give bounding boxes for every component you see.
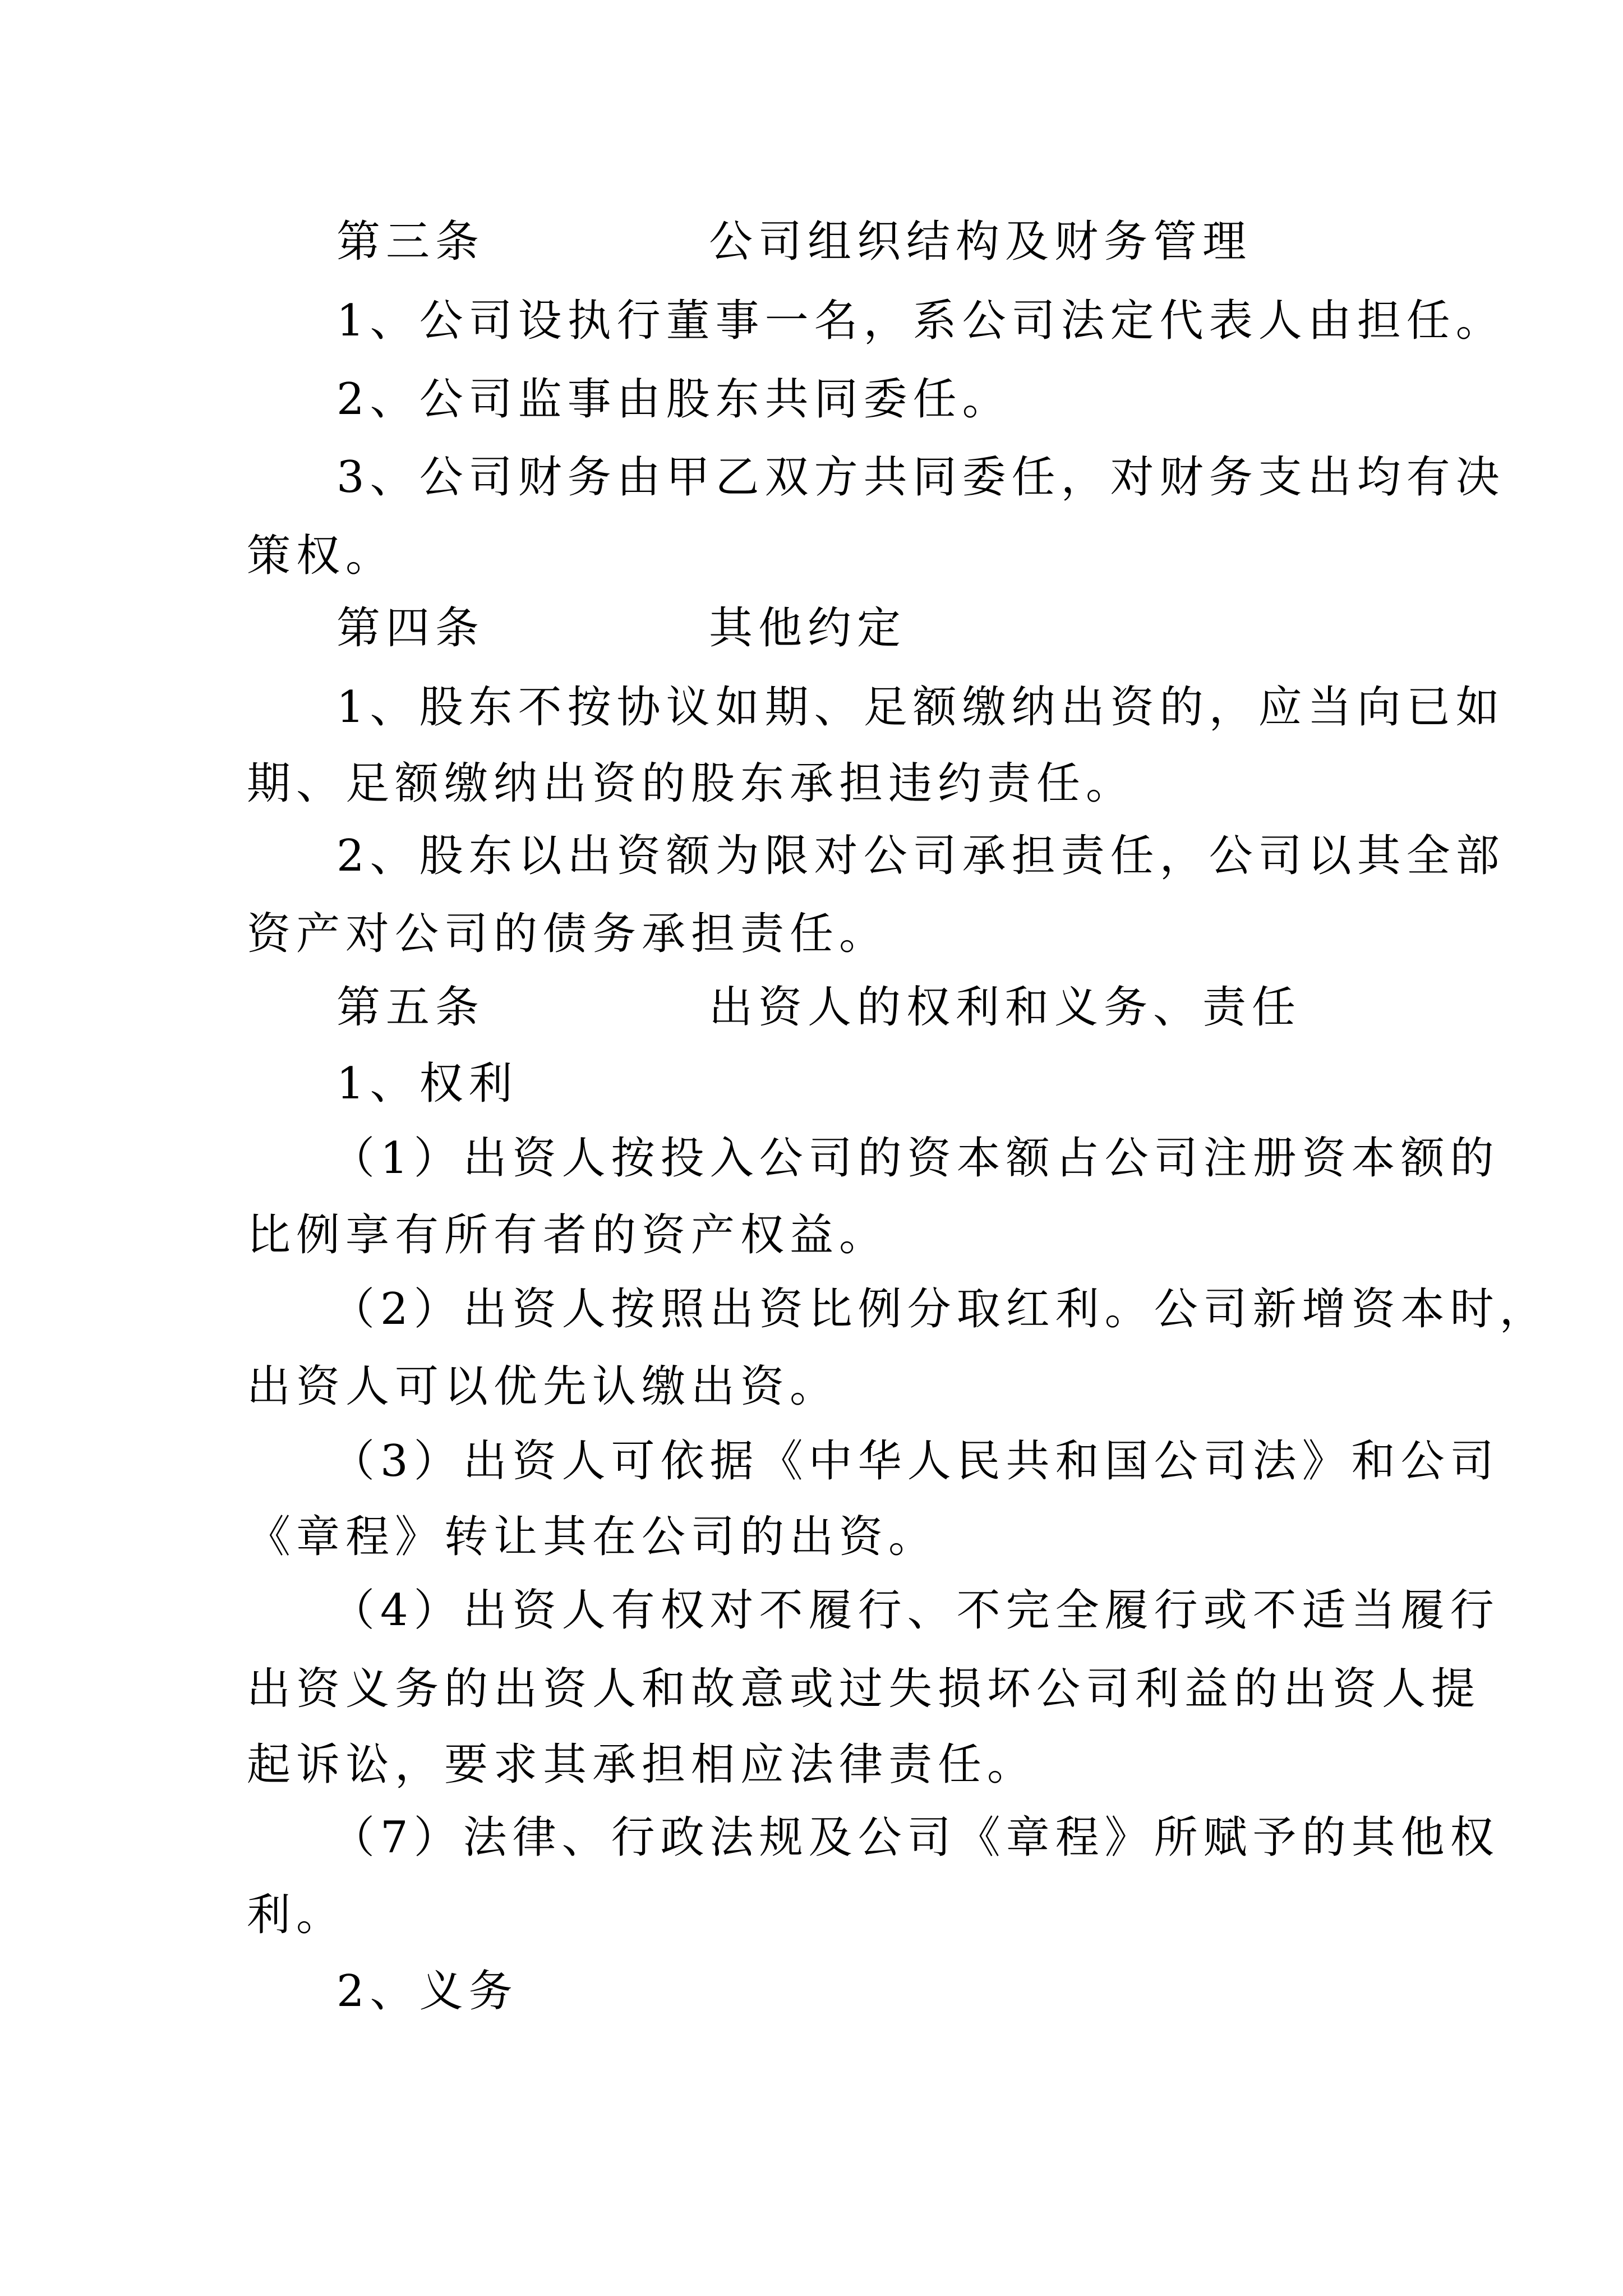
article4-heading-number: 第四条 <box>336 603 485 654</box>
rights-heading: 1、权利 <box>336 1059 518 1109</box>
article4-heading <box>336 603 907 654</box>
article3-paragraph-1: 1、公司设执行董事一名，系公司法定代表人由担任。 <box>336 296 1505 346</box>
right-2-line-2: 出资人可以优先认缴出资。 <box>247 1361 840 1412</box>
article3-paragraph-2: 2、公司监事由股东共同委任。 <box>336 374 1012 425</box>
article4-paragraph-2-line-2: 资产对公司的债务承担责任。 <box>247 909 889 959</box>
right-4-line-3: 起诉讼，要求其承担相应法律责任。 <box>247 1740 1037 1790</box>
right-3-line-2: 《章程》转让其在公司的出资。 <box>247 1512 938 1562</box>
article3-heading-title: 公司组织结构及财务管理 <box>709 217 1252 267</box>
right-7-line-2: 利。 <box>247 1890 346 1940</box>
right-1-line-2: 比例享有所有者的资产权益。 <box>247 1210 889 1260</box>
article4-paragraph-2-line-1: 2、股东以出资额为限对公司承担责任，公司以其全部 <box>336 831 1505 881</box>
right-4-line-1: （4）出资人有权对不履行、不完全履行或不适当履行 <box>331 1585 1500 1636</box>
right-2-line-1: （2）出资人按照出资比例分取红利。公司新增资本时， <box>331 1284 1549 1335</box>
article3-paragraph-3-line-2: 策权。 <box>247 531 395 581</box>
article4-paragraph-1-line-1: 1、股东不按协议如期、足额缴纳出资的，应当向已如 <box>336 682 1505 733</box>
article5-heading-title: 出资人的权利和义务、责任 <box>709 982 1302 1033</box>
right-3-line-1: （3）出资人可依据《中华人民共和国公司法》和公司 <box>331 1436 1500 1487</box>
right-4-line-2: 出资义务的出资人和故意或过失损坏公司利益的出资人提 <box>247 1664 1481 1714</box>
article3-paragraph-3-line-1: 3、公司财务由甲乙双方共同委任，对财务支出均有决 <box>336 452 1505 503</box>
article5-heading-number: 第五条 <box>336 982 485 1033</box>
right-7-line-1: （7）法律、行政法规及公司《章程》所赋予的其他权 <box>331 1812 1500 1863</box>
right-1-line-1: （1）出资人按投入公司的资本额占公司注册资本额的 <box>331 1133 1500 1184</box>
article5-heading <box>336 982 1302 1033</box>
duties-heading: 2、义务 <box>336 1966 518 2017</box>
article3-heading <box>336 217 1252 267</box>
article4-paragraph-1-line-2: 期、足额缴纳出资的股东承担违约责任。 <box>247 758 1136 809</box>
article4-heading-title: 其他约定 <box>709 603 907 654</box>
article3-heading-number: 第三条 <box>336 217 485 267</box>
